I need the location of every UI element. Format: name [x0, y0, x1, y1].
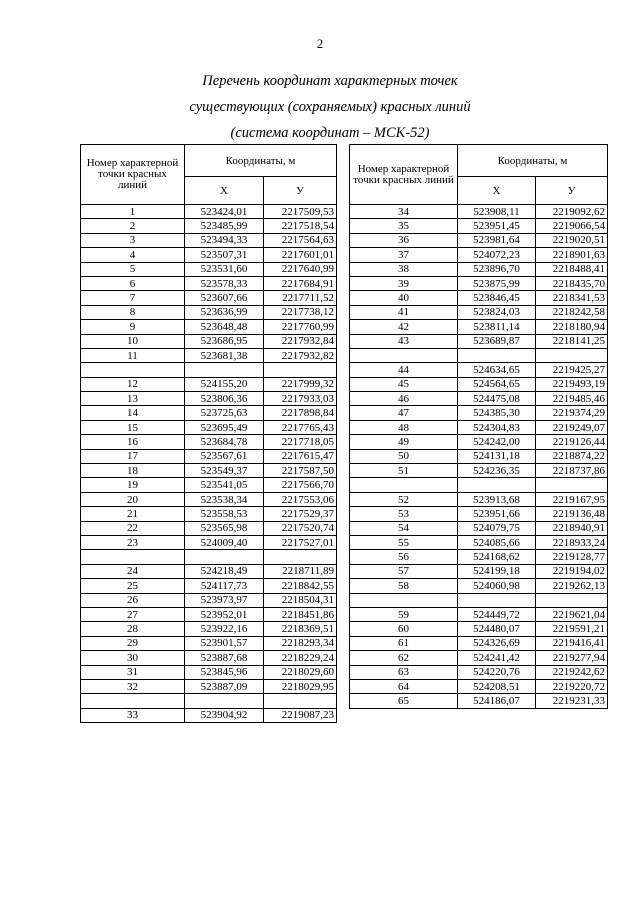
point-number-cell: 48 — [350, 420, 458, 434]
table-row — [81, 363, 337, 377]
point-number-cell: 42 — [350, 320, 458, 334]
point-number-cell: 24 — [81, 564, 185, 578]
y-coordinate-cell: 2217765,43 — [264, 420, 337, 434]
point-number-cell: 11 — [81, 348, 185, 362]
table-row — [350, 622, 608, 636]
point-number-cell — [81, 694, 185, 708]
x-coordinate-cell: 524241,42 — [458, 651, 536, 665]
y-coordinate-cell: 2219128,77 — [536, 550, 608, 564]
x-coordinate-cell: 524072,23 — [458, 248, 536, 262]
y-coordinate-cell: 2217999,32 — [264, 377, 337, 391]
y-coordinate-cell: 2218842,55 — [264, 579, 337, 593]
point-number-cell: 47 — [350, 406, 458, 420]
table-row — [350, 233, 608, 247]
y-coordinate-cell: 2218229,24 — [264, 651, 337, 665]
x-coordinate-cell — [185, 550, 264, 564]
header-x: Х — [458, 177, 536, 205]
point-number-cell: 2 — [81, 219, 185, 233]
x-coordinate-cell: 523725,63 — [185, 406, 264, 420]
point-number-cell — [350, 593, 458, 607]
title-line: существующих (сохраняемых) красных линий — [189, 99, 471, 115]
point-number-cell: 23 — [81, 535, 185, 549]
x-coordinate-cell: 523846,45 — [458, 291, 536, 305]
x-coordinate-cell — [458, 478, 536, 492]
x-coordinate-cell: 523908,11 — [458, 205, 536, 219]
table-row — [350, 435, 608, 449]
x-coordinate-cell: 523951,45 — [458, 219, 536, 233]
point-number-cell: 25 — [81, 579, 185, 593]
y-coordinate-cell: 2219092,62 — [536, 205, 608, 219]
y-coordinate-cell: 2219485,46 — [536, 392, 608, 406]
header-x: Х — [185, 177, 264, 205]
y-coordinate-cell: 2219220,72 — [536, 679, 608, 693]
y-coordinate-cell: 2217684,91 — [264, 276, 337, 290]
table-row — [350, 219, 608, 233]
table-row — [81, 550, 337, 564]
table-row — [350, 579, 608, 593]
x-coordinate-cell — [185, 363, 264, 377]
point-number-cell: 41 — [350, 305, 458, 319]
y-coordinate-cell: 2218451,86 — [264, 607, 337, 621]
point-number-cell: 4 — [81, 248, 185, 262]
table-row — [81, 694, 337, 708]
x-coordinate-cell: 523887,09 — [185, 679, 264, 693]
point-number-cell: 44 — [350, 363, 458, 377]
y-coordinate-cell: 2219066,54 — [536, 219, 608, 233]
y-coordinate-cell: 2219087,23 — [264, 708, 337, 722]
point-number-cell: 51 — [350, 464, 458, 478]
x-coordinate-cell: 524131,18 — [458, 449, 536, 463]
x-coordinate-cell: 524199,18 — [458, 564, 536, 578]
x-coordinate-cell: 524242,00 — [458, 435, 536, 449]
table-row — [350, 248, 608, 262]
header-coordinates: Координаты, м — [458, 145, 608, 177]
y-coordinate-cell: 2217615,47 — [264, 449, 337, 463]
x-coordinate-cell: 524220,76 — [458, 665, 536, 679]
table-row — [81, 276, 337, 290]
table-row — [350, 276, 608, 290]
x-coordinate-cell: 524326,69 — [458, 636, 536, 650]
point-number-cell: 6 — [81, 276, 185, 290]
y-coordinate-cell: 2217587,50 — [264, 464, 337, 478]
table-row — [350, 291, 608, 305]
table-row — [81, 607, 337, 621]
y-coordinate-cell: 2219425,27 — [536, 363, 608, 377]
y-coordinate-cell: 2218488,41 — [536, 262, 608, 276]
table-row — [81, 564, 337, 578]
point-number-cell — [350, 348, 458, 362]
x-coordinate-cell: 524449,72 — [458, 607, 536, 621]
y-coordinate-cell: 2219231,33 — [536, 694, 608, 708]
point-number-cell: 38 — [350, 262, 458, 276]
y-coordinate-cell: 2219136,48 — [536, 507, 608, 521]
table-row — [81, 262, 337, 276]
x-coordinate-cell: 524236,35 — [458, 464, 536, 478]
table-row — [81, 535, 337, 549]
y-coordinate-cell: 2218341,53 — [536, 291, 608, 305]
point-number-cell: 26 — [81, 593, 185, 607]
table-row — [81, 392, 337, 406]
x-coordinate-cell: 524564,65 — [458, 377, 536, 391]
point-number-cell: 43 — [350, 334, 458, 348]
point-number-cell: 9 — [81, 320, 185, 334]
y-coordinate-cell: 2218711,89 — [264, 564, 337, 578]
y-coordinate-cell: 2217564,63 — [264, 233, 337, 247]
point-number-cell: 45 — [350, 377, 458, 391]
point-number-cell: 32 — [81, 679, 185, 693]
x-coordinate-cell: 523695,49 — [185, 420, 264, 434]
table-row — [350, 320, 608, 334]
y-coordinate-cell: 2217640,99 — [264, 262, 337, 276]
y-coordinate-cell — [536, 478, 608, 492]
x-coordinate-cell: 523811,14 — [458, 320, 536, 334]
table-row — [81, 579, 337, 593]
table-row — [81, 521, 337, 535]
point-number-cell — [81, 550, 185, 564]
table-row — [350, 507, 608, 521]
table-row — [350, 521, 608, 535]
x-coordinate-cell: 523951,66 — [458, 507, 536, 521]
point-number-cell: 34 — [350, 205, 458, 219]
x-coordinate-cell: 523901,57 — [185, 636, 264, 650]
y-coordinate-cell: 2218737,86 — [536, 464, 608, 478]
y-coordinate-cell: 2217601,01 — [264, 248, 337, 262]
table-row — [350, 636, 608, 650]
table-row — [350, 305, 608, 319]
point-number-cell: 29 — [81, 636, 185, 650]
x-coordinate-cell: 524085,66 — [458, 535, 536, 549]
x-coordinate-cell: 524009,40 — [185, 535, 264, 549]
x-coordinate-cell: 524079,75 — [458, 521, 536, 535]
point-number-cell: 27 — [81, 607, 185, 621]
x-coordinate-cell — [458, 593, 536, 607]
y-coordinate-cell: 2219591,21 — [536, 622, 608, 636]
x-coordinate-cell: 523567,61 — [185, 449, 264, 463]
table-row — [81, 205, 337, 219]
y-coordinate-cell: 2218242,58 — [536, 305, 608, 319]
point-number-cell — [350, 478, 458, 492]
x-coordinate-cell: 523494,33 — [185, 233, 264, 247]
point-number-cell: 5 — [81, 262, 185, 276]
y-coordinate-cell: 2219374,29 — [536, 406, 608, 420]
y-coordinate-cell: 2217718,05 — [264, 435, 337, 449]
y-coordinate-cell: 2218293,34 — [264, 636, 337, 650]
point-number-cell: 12 — [81, 377, 185, 391]
y-coordinate-cell: 2219277,94 — [536, 651, 608, 665]
y-coordinate-cell: 2219126,44 — [536, 435, 608, 449]
table-row — [81, 435, 337, 449]
table-row — [350, 535, 608, 549]
y-coordinate-cell — [264, 694, 337, 708]
y-coordinate-cell — [536, 348, 608, 362]
point-number-cell: 28 — [81, 622, 185, 636]
table-row — [81, 478, 337, 492]
point-number-cell: 35 — [350, 219, 458, 233]
x-coordinate-cell: 523578,33 — [185, 276, 264, 290]
point-number-cell: 59 — [350, 607, 458, 621]
x-coordinate-cell: 523507,31 — [185, 248, 264, 262]
header-y: У — [264, 177, 337, 205]
table-row — [81, 449, 337, 463]
header-coordinates: Координаты, м — [185, 145, 337, 177]
table-row — [350, 420, 608, 434]
y-coordinate-cell: 2218874,22 — [536, 449, 608, 463]
x-coordinate-cell: 524480,07 — [458, 622, 536, 636]
table-row — [81, 420, 337, 434]
y-coordinate-cell: 2217932,84 — [264, 334, 337, 348]
y-coordinate-cell — [264, 550, 337, 564]
x-coordinate-cell: 524117,73 — [185, 579, 264, 593]
table-row — [81, 492, 337, 506]
point-number-cell: 30 — [81, 651, 185, 665]
table-row — [81, 593, 337, 607]
table-row — [81, 219, 337, 233]
y-coordinate-cell: 2217566,70 — [264, 478, 337, 492]
point-number-cell: 60 — [350, 622, 458, 636]
y-coordinate-cell: 2218180,94 — [536, 320, 608, 334]
y-coordinate-cell: 2217520,74 — [264, 521, 337, 535]
table-row — [350, 679, 608, 693]
y-coordinate-cell: 2219262,13 — [536, 579, 608, 593]
table-row — [81, 248, 337, 262]
x-coordinate-cell: 523922,16 — [185, 622, 264, 636]
point-number-cell: 1 — [81, 205, 185, 219]
y-coordinate-cell: 2217529,37 — [264, 507, 337, 521]
x-coordinate-cell: 523684,78 — [185, 435, 264, 449]
x-coordinate-cell — [458, 348, 536, 362]
page-number: 2 — [316, 36, 324, 51]
table-row — [81, 679, 337, 693]
table-row — [350, 564, 608, 578]
point-number-cell: 65 — [350, 694, 458, 708]
point-number-cell: 21 — [81, 507, 185, 521]
y-coordinate-cell: 2219493,19 — [536, 377, 608, 391]
y-coordinate-cell: 2218029,60 — [264, 665, 337, 679]
point-number-cell: 52 — [350, 492, 458, 506]
y-coordinate-cell: 2219416,41 — [536, 636, 608, 650]
point-number-cell: 33 — [81, 708, 185, 722]
y-coordinate-cell: 2218504,31 — [264, 593, 337, 607]
coordinates-table-right — [349, 144, 608, 709]
x-coordinate-cell: 523845,96 — [185, 665, 264, 679]
x-coordinate-cell: 523531,60 — [185, 262, 264, 276]
y-coordinate-cell — [536, 593, 608, 607]
table-row — [81, 622, 337, 636]
y-coordinate-cell: 2218369,51 — [264, 622, 337, 636]
y-coordinate-cell: 2219242,62 — [536, 665, 608, 679]
y-coordinate-cell: 2218141,25 — [536, 334, 608, 348]
y-coordinate-cell: 2218933,24 — [536, 535, 608, 549]
y-coordinate-cell — [264, 363, 337, 377]
x-coordinate-cell: 523681,38 — [185, 348, 264, 362]
y-coordinate-cell: 2217760,99 — [264, 320, 337, 334]
table-row — [81, 406, 337, 420]
table-row — [81, 665, 337, 679]
x-coordinate-cell: 523549,37 — [185, 464, 264, 478]
y-coordinate-cell: 2217518,54 — [264, 219, 337, 233]
point-number-cell: 13 — [81, 392, 185, 406]
table-row — [350, 478, 608, 492]
point-number-cell: 3 — [81, 233, 185, 247]
table-row — [81, 377, 337, 391]
table-row — [350, 348, 608, 362]
table-row — [350, 694, 608, 708]
table-row — [81, 348, 337, 362]
point-number-cell: 20 — [81, 492, 185, 506]
table-row — [350, 593, 608, 607]
table-row — [350, 464, 608, 478]
point-number-cell: 14 — [81, 406, 185, 420]
x-coordinate-cell: 523952,01 — [185, 607, 264, 621]
y-coordinate-cell: 2217509,53 — [264, 205, 337, 219]
x-coordinate-cell: 523485,99 — [185, 219, 264, 233]
point-number-cell: 17 — [81, 449, 185, 463]
point-number-cell: 64 — [350, 679, 458, 693]
table-row — [350, 334, 608, 348]
point-number-cell: 15 — [81, 420, 185, 434]
x-coordinate-cell: 523424,01 — [185, 205, 264, 219]
y-coordinate-cell: 2217933,03 — [264, 392, 337, 406]
x-coordinate-cell: 524218,49 — [185, 564, 264, 578]
x-coordinate-cell: 523875,99 — [458, 276, 536, 290]
table-row — [350, 377, 608, 391]
point-number-cell: 22 — [81, 521, 185, 535]
y-coordinate-cell: 2218940,91 — [536, 521, 608, 535]
y-coordinate-cell: 2219621,04 — [536, 607, 608, 621]
x-coordinate-cell: 523538,34 — [185, 492, 264, 506]
x-coordinate-cell: 523558,53 — [185, 507, 264, 521]
title-line: Перечень координат характерных точек — [202, 73, 458, 89]
point-number-cell: 56 — [350, 550, 458, 564]
x-coordinate-cell: 523824,03 — [458, 305, 536, 319]
x-coordinate-cell: 523636,99 — [185, 305, 264, 319]
x-coordinate-cell: 523981,64 — [458, 233, 536, 247]
table-row — [81, 636, 337, 650]
x-coordinate-cell: 523686,95 — [185, 334, 264, 348]
x-coordinate-cell: 523973,97 — [185, 593, 264, 607]
y-coordinate-cell: 2217553,06 — [264, 492, 337, 506]
document-title — [80, 68, 580, 146]
y-coordinate-cell: 2217527,01 — [264, 535, 337, 549]
point-number-cell: 53 — [350, 507, 458, 521]
x-coordinate-cell: 524060,98 — [458, 579, 536, 593]
point-number-cell: 50 — [350, 449, 458, 463]
table-row — [350, 449, 608, 463]
point-number-cell: 39 — [350, 276, 458, 290]
table-row — [350, 651, 608, 665]
x-coordinate-cell: 524385,30 — [458, 406, 536, 420]
table-row — [350, 406, 608, 420]
y-coordinate-cell: 2217738,12 — [264, 305, 337, 319]
table-row — [81, 708, 337, 722]
point-number-cell: 7 — [81, 291, 185, 305]
header-point-number: Номер характерной точки красных линий — [350, 145, 458, 205]
table-row — [81, 291, 337, 305]
table-row — [350, 492, 608, 506]
x-coordinate-cell: 523887,68 — [185, 651, 264, 665]
x-coordinate-cell: 523896,70 — [458, 262, 536, 276]
point-number-cell: 19 — [81, 478, 185, 492]
header-y: У — [536, 177, 608, 205]
table-row — [350, 363, 608, 377]
point-number-cell: 36 — [350, 233, 458, 247]
header-point-number: Номер характерной точки красных линий — [81, 145, 185, 205]
point-number-cell: 16 — [81, 435, 185, 449]
point-number-cell: 62 — [350, 651, 458, 665]
x-coordinate-cell: 523689,87 — [458, 334, 536, 348]
point-number-cell: 57 — [350, 564, 458, 578]
point-number-cell: 46 — [350, 392, 458, 406]
table-row — [350, 392, 608, 406]
y-coordinate-cell: 2217711,52 — [264, 291, 337, 305]
y-coordinate-cell: 2219020,51 — [536, 233, 608, 247]
y-coordinate-cell: 2218435,70 — [536, 276, 608, 290]
table-row — [81, 305, 337, 319]
point-number-cell: 31 — [81, 665, 185, 679]
table-row — [81, 507, 337, 521]
x-coordinate-cell: 524155,20 — [185, 377, 264, 391]
x-coordinate-cell: 524208,51 — [458, 679, 536, 693]
table-row — [350, 607, 608, 621]
point-number-cell: 40 — [350, 291, 458, 305]
y-coordinate-cell: 2219167,95 — [536, 492, 608, 506]
x-coordinate-cell: 523806,36 — [185, 392, 264, 406]
y-coordinate-cell: 2219249,07 — [536, 420, 608, 434]
point-number-cell: 61 — [350, 636, 458, 650]
point-number-cell: 8 — [81, 305, 185, 319]
x-coordinate-cell: 524168,62 — [458, 550, 536, 564]
x-coordinate-cell: 523648,48 — [185, 320, 264, 334]
x-coordinate-cell: 523541,05 — [185, 478, 264, 492]
point-number-cell: 18 — [81, 464, 185, 478]
point-number-cell: 55 — [350, 535, 458, 549]
y-coordinate-cell: 2218901,63 — [536, 248, 608, 262]
point-number-cell: 54 — [350, 521, 458, 535]
x-coordinate-cell: 523904,92 — [185, 708, 264, 722]
table-row — [350, 205, 608, 219]
y-coordinate-cell: 2219194,02 — [536, 564, 608, 578]
table-row — [81, 464, 337, 478]
x-coordinate-cell: 523607,66 — [185, 291, 264, 305]
table-row — [81, 334, 337, 348]
table-row — [350, 665, 608, 679]
y-coordinate-cell: 2217898,84 — [264, 406, 337, 420]
table-row — [350, 550, 608, 564]
x-coordinate-cell — [185, 694, 264, 708]
point-number-cell: 37 — [350, 248, 458, 262]
x-coordinate-cell: 524475,08 — [458, 392, 536, 406]
point-number-cell: 49 — [350, 435, 458, 449]
x-coordinate-cell: 523913,68 — [458, 492, 536, 506]
point-number-cell — [81, 363, 185, 377]
table-row — [81, 651, 337, 665]
x-coordinate-cell: 524186,07 — [458, 694, 536, 708]
x-coordinate-cell: 524304,83 — [458, 420, 536, 434]
table-row — [350, 262, 608, 276]
title-line: (система координат – МСК-52) — [230, 125, 430, 141]
table-row — [81, 233, 337, 247]
y-coordinate-cell: 2217932,82 — [264, 348, 337, 362]
x-coordinate-cell: 524634,65 — [458, 363, 536, 377]
coordinates-table-left — [80, 144, 337, 723]
point-number-cell: 10 — [81, 334, 185, 348]
point-number-cell: 58 — [350, 579, 458, 593]
x-coordinate-cell: 523565,98 — [185, 521, 264, 535]
y-coordinate-cell: 2218029,95 — [264, 679, 337, 693]
point-number-cell: 63 — [350, 665, 458, 679]
table-row — [81, 320, 337, 334]
